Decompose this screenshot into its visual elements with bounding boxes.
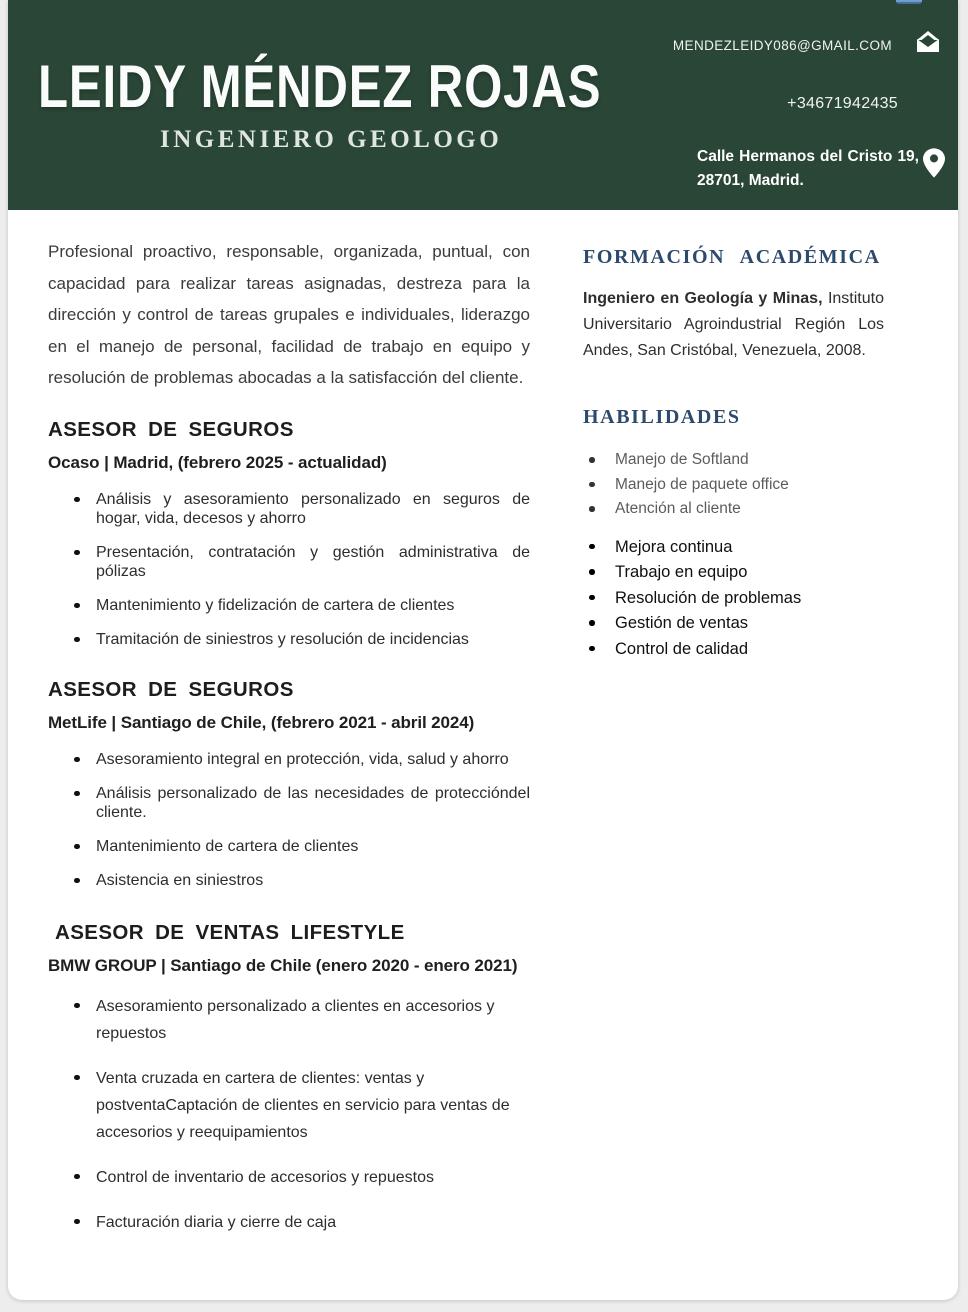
bullet-item: Análisis personalizado de las necesidades de proteccióndel cliente. <box>48 784 530 822</box>
skill-item: Manejo de Softland <box>574 448 892 473</box>
skill-item: Control de calidad <box>574 637 892 662</box>
skills-heading: HABILIDADES <box>583 406 741 428</box>
contact-phone: +34671942435 <box>787 95 898 112</box>
scroll-indicator[interactable] <box>896 0 922 4</box>
bullet-item: Asesoramiento integral en protección, vida, salud y ahorro <box>48 750 530 769</box>
skills-list <box>574 448 892 662</box>
person-name: LEIDY MÉNDEZ ROJAS <box>38 53 602 120</box>
education-details: Instituto Universitario Agroindustrial Región Los Andes, San Cristóbal, Venezuela, 2008. <box>583 290 884 359</box>
experience-1-title: ASESOR DE SEGUROS <box>48 417 294 441</box>
bullet-item: Facturación diaria y cierre de caja <box>48 1209 530 1236</box>
skill-item: Manejo de paquete office <box>574 473 892 498</box>
bullet-item: Control de inventario de accesorios y repuestos <box>48 1164 530 1191</box>
professional-summary: Profesional proactivo, responsable, organizada, puntual, con capacidad para realizar tareas asignadas, destreza para la dirección y control de tareas grupales e individuales, liderazgo en el manejo de personal, facilidad de trabajo en equipo y resolución de problemas abocadas a la satisfacción del cliente. <box>48 242 530 387</box>
experience-2-title: ASESOR DE SEGUROS <box>48 677 294 701</box>
person-job-title: INGENIERO GEOLOGO <box>160 126 503 153</box>
bullet-item: Venta cruzada en cartera de clientes: ventas y postventaCaptación de clientes en servicio para ventas de accesorios y reequipamientos <box>48 1065 530 1146</box>
skill-item: Gestión de ventas <box>574 611 892 636</box>
left-column <box>48 210 530 1254</box>
skill-item: Trabajo en equipo <box>574 560 892 585</box>
bullet-item: Asistencia en siniestros <box>48 871 530 890</box>
experience-3-title: ASESOR DE VENTAS LIFESTYLE <box>55 920 405 944</box>
experience-1-bullets <box>48 490 530 649</box>
envelope-icon <box>916 31 938 58</box>
bullet-item: Análisis y asesoramiento personalizado en seguros de hogar, vida, decesos y ahorro <box>48 490 530 528</box>
education-entry <box>583 286 884 364</box>
contact-address: Calle Hermanos del Cristo 19, 28701, Madrid. <box>697 148 919 189</box>
education-section <box>574 246 892 364</box>
bullet-item: Tramitación de siniestros y resolución de incidencias <box>48 630 530 649</box>
skill-item: Atención al cliente <box>574 497 892 522</box>
experience-2-bullets <box>48 750 530 890</box>
skills-section <box>574 406 892 662</box>
bullet-item: Asesoramiento personalizado a clientes en accesorios y repuestos <box>48 993 530 1047</box>
bullet-item: Presentación, contratación y gestión administrativa de pólizas <box>48 543 530 581</box>
experience-2-subtitle: MetLife | Santiago de Chile, (febrero 2021 - abril 2024) <box>48 712 475 732</box>
education-degree: Ingeniero en Geología y Minas, <box>583 290 823 307</box>
location-pin-icon <box>923 148 945 183</box>
bullet-item: Mantenimiento y fidelización de cartera de clientes <box>48 596 530 615</box>
contact-email: MENDEZLEIDY086@GMAIL.COM <box>672 38 892 53</box>
skill-item: Mejora continua <box>574 535 892 560</box>
bullet-item: Mantenimiento de cartera de clientes <box>48 837 530 856</box>
resume-page <box>8 0 958 1300</box>
education-heading: FORMACIÓN ACADÉMICA <box>583 246 881 268</box>
resume-header <box>8 0 958 210</box>
experience-3-bullets <box>48 993 530 1236</box>
right-column <box>574 210 892 662</box>
experience-3-subtitle: BMW GROUP | Santiago de Chile (enero 2020 - enero 2021) <box>48 955 518 975</box>
experience-1-subtitle: Ocaso | Madrid, (febrero 2025 - actualidad) <box>48 452 387 472</box>
skill-item: Resolución de problemas <box>574 586 892 611</box>
